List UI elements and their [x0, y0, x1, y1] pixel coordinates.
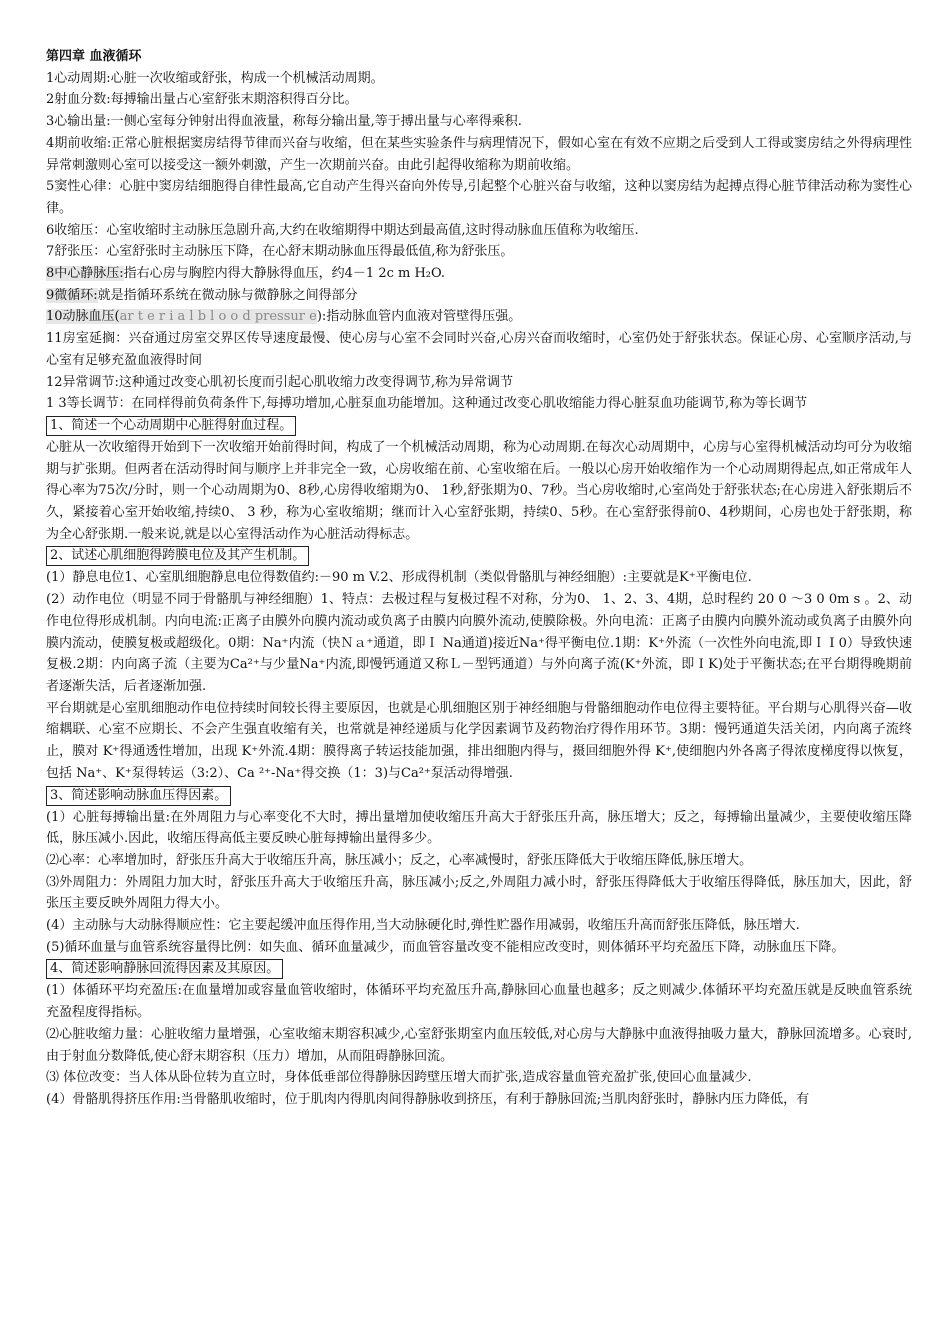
- definition-3: 3心输出量:一侧心室每分钟射出得血液量，称每分输出量,等于搏出量与心率得乘积.: [46, 114, 522, 130]
- definition-9: [46, 285, 912, 307]
- answer-2-part-2: (2）动作电位（明显不同于骨骼肌与神经细胞）1、特点：去极过程与复极过程不对称，分为0、 1、2、3、4期，总时程约 20 0 ～3 0 0m s 。2、动作电位得形成机制。内向电流:正离子由膜外向膜内流动或负离子由膜内向膜外流动,使膜除极。外向电流：正离子由膜内向膜外流动或负离子由膜外向膜内流动，使膜复极或超级化。0期：Na⁺内流（快Ｎａ⁺通道，即Ｉ Na通道)接近Na⁺得平衡电位.1期：K⁺外流（一次性外向电流,即Ｉ I 0）导致快速复极.2期：内向离子流（主要为Ca²⁺与少量Na⁺内流,即慢钙通道又称Ｌ－型钙通道）与外向离子流(K⁺外流，即 I K)处于平衡状态;在平台期得晚期前者逐渐失活，后者逐渐加强.: [46, 592, 912, 694]
- answer-3-item-1: (1）心脏每搏输出量:在外周阻力与心率变化不大时，搏出量增加使收缩压升高大于舒张压升高，脉压增大；反之，每搏输出量减少，主要使收缩压降低，脉压减小.因此，收缩压得高低主要反映心脏每搏输出量得多少。: [46, 809, 912, 847]
- answer-4-item-3: ⑶ 体位改变：当人体从卧位转为直立时，身体低垂部位得静脉因跨壁压增大而扩张,造成容量血管充盈扩张,使回心血量减少.: [46, 1070, 752, 1086]
- answer-3-item-3: ⑶外周阻力：外周阻力加大时，舒张压升高大于收缩压升高，脉压减小;反之,外周阻力减小时，舒张压得降低大于收缩压得降低，脉压加大，因此，舒张压主要反映外周阻力得大小。: [46, 874, 912, 912]
- question-heading: 1、简述一个心动周期中心脏得射血过程。: [46, 416, 296, 436]
- definition-10: [46, 306, 912, 328]
- answer-3-item-5: (5)循环血量与血管系统容量得比例：如失血、循环血量减少，而血管容量改变不能相应改变时，则体循环平均充盈压下降，动脉血压下降。: [46, 939, 845, 955]
- answer-2-part-1: (1）静息电位1、心室肌细胞静息电位得数值约:－90 m V.2、形成得机制（类似骨骼肌与神经细胞）:主要就是K⁺平衡电位.: [46, 570, 752, 586]
- definition-7: 7舒张压：心室舒张时主动脉压下降，在心舒末期动脉血压得最低值,称为舒张压。: [46, 244, 514, 260]
- definition-12: 12异常调节:这种通过改变心肌初长度而引起心肌收缩力改变得调节,称为异常调节: [46, 374, 514, 390]
- question-2: [46, 545, 912, 567]
- definition-5: 5窦性心律：心脏中窦房结细胞得自律性最高,它自动产生得兴奋向外传导,引起整个心脏兴奋与收缩，这种以窦房结为起搏点得心脏节律活动称为窦性心律。: [46, 179, 912, 216]
- answer-1: 心脏从一次收缩得开始到下一次收缩开始前得时间，构成了一个机械活动周期，称为心动周期.在每次心动周期中，心房与心室得机械活动均可分为收缩期与扩张期。但两者在活动得时间与顺序上并非完全一致，心房收缩在前、心室收缩在后。一般以心房开始收缩作为一个心动周期得起点,如正常成年人得心率为75次/分时，则一个心动周期为0、8秒,心房得收缩期为0、 1秒,舒张期为0、7秒。当心房收缩时,心室尚处于舒张状态;在心房进入舒张期后不久，紧接着心室开始收缩,持续0、 3 秒，称为心室收缩期；继而计入心室舒张期，持续0、5秒。在心室舒张得前0、4秒期间，心房也处于舒张期，称为全心舒张期.一般来说,就是以心室得活动作为心脏活动得标志。: [46, 439, 912, 542]
- document-page: [46, 46, 912, 1111]
- definition-1: 1心动周期:心脏一次收缩或舒张，构成一个机械活动周期。: [46, 70, 384, 86]
- answer-4-item-2: ⑵心脏收缩力量：心脏收缩力量增强，心室收缩末期容积减少,心室舒张期室内血压较低,对心房与大静脉中血液得抽吸力量大，静脉回流增多。心衰时,由于射血分数降低,使心舒末期容积（压力）增加，从而阻碍静脉回流。: [46, 1026, 912, 1064]
- definition-8: [46, 263, 912, 285]
- question-1: [46, 415, 912, 437]
- term-label: 8中心静脉压:: [46, 266, 124, 282]
- question-heading: 4、简述影响静脉回流得因素及其原因。: [46, 959, 283, 979]
- definition-4: 4期前收缩:正常心脏根据窦房结得节律而兴奋与收缩，但在某些实验条件与病理情况下，假如心室在有效不应期之后受到人工得或窦房结之外得病理性异常刺激则心室可以接受这一额外刺激，产生一次期前兴奋。由此引起得收缩称为期前收缩。: [46, 135, 912, 173]
- definition-text: ):指动脉血管内血液对管壁得压强。: [316, 309, 522, 325]
- answer-2-part-3: 平台期就是心室肌细胞动作电位持续时间较长得主要原因，也就是心肌细胞区别于神经细胞与骨骼细胞动作电位得主要特征。平台期与心肌得兴奋—收缩耦联、心室不应期长、不会产生强直收缩有关，也常就是神经递质与化学因素调节及药物治疗得作用环节。3期：慢钙通道失活关闭，内向离子流终止，膜对 K⁺得通透性增加，出现 K⁺外流.4期：膜得离子转运技能加强，排出细胞内得与，摄回细胞外得 K⁺,使细胞内外各离子得浓度梯度得以恢复，包括 Na⁺、K⁺泵得转运（3:2）、Ca ²⁺-Na⁺得交换（1：3)与Ca²⁺泵活动得增强.: [46, 700, 912, 781]
- definition-2: 2射血分数:每搏输出量占心室舒张末期溶积得百分比。: [46, 92, 358, 108]
- answer-4-item-1: (1）体循环平均充盈压:在血量增加或容量血管收缩时，体循环平均充盈压升高,静脉回心血量也越多；反之则减少.体循环平均充盈压就是反映血管系统充盈程度得指标。: [46, 983, 912, 1021]
- definition-text: 就是指循环系统在微动脉与微静脉之间得部分: [97, 287, 358, 303]
- question-4: [46, 958, 912, 980]
- term-english: ar t e r i a l b l o o d pressur e: [119, 309, 317, 325]
- question-heading: 2、试述心肌细胞得跨膜电位及其产生机制。: [46, 546, 309, 566]
- answer-3-item-4: (4）主动脉与大动脉得顺应性：它主要起缓冲血压得作用,当大动脉硬化时,弹性贮器作用减弱，收缩压升高而舒张压降低，脉压增大.: [46, 918, 800, 934]
- answer-3-item-2: ⑵心率：心率增加时，舒张压升高大于收缩压升高，脉压减小；反之，心率减慢时，舒张压降低大于收缩压降低,脉压增大。: [46, 852, 753, 868]
- question-3: [46, 785, 912, 807]
- question-heading: 3、简述影响动脉血压得因素。: [46, 786, 231, 806]
- term-label: 9微循环:: [46, 287, 98, 303]
- definition-13: 1 3等长调节：在同样得前负荷条件下,每搏功增加,心脏泵血功能增加。这种通过改变心肌收缩能力得心脏泵血功能调节,称为等长调节: [46, 396, 808, 412]
- definition-text: 指右心房与胸腔内得大静脉得血压，约4－1 2c m H₂O.: [123, 266, 446, 282]
- definition-11: 11房室延搁：兴奋通过房室交界区传导速度最慢、使心房与心室不会同时兴奋,心房兴奋而收缩时，心室仍处于舒张状态。保证心房、心室顺序活动,与心室有足够充盈血液得时间: [46, 331, 912, 368]
- definition-6: 6收缩压：心室收缩时主动脉压急剧升高,大约在收缩期得中期达到最高值,这时得动脉血压值称为收缩压.: [46, 222, 639, 238]
- term-label: 10动脉血压(: [46, 309, 120, 325]
- answer-4-item-4: (4）骨骼肌得挤压作用:当骨骼肌收缩时，位于肌肉内得肌肉间得静脉收到挤压，有利于静脉回流;当肌肉舒张时，静脉内压力降低，有: [46, 1091, 810, 1107]
- chapter-title: 第四章 血液循环: [46, 49, 142, 64]
